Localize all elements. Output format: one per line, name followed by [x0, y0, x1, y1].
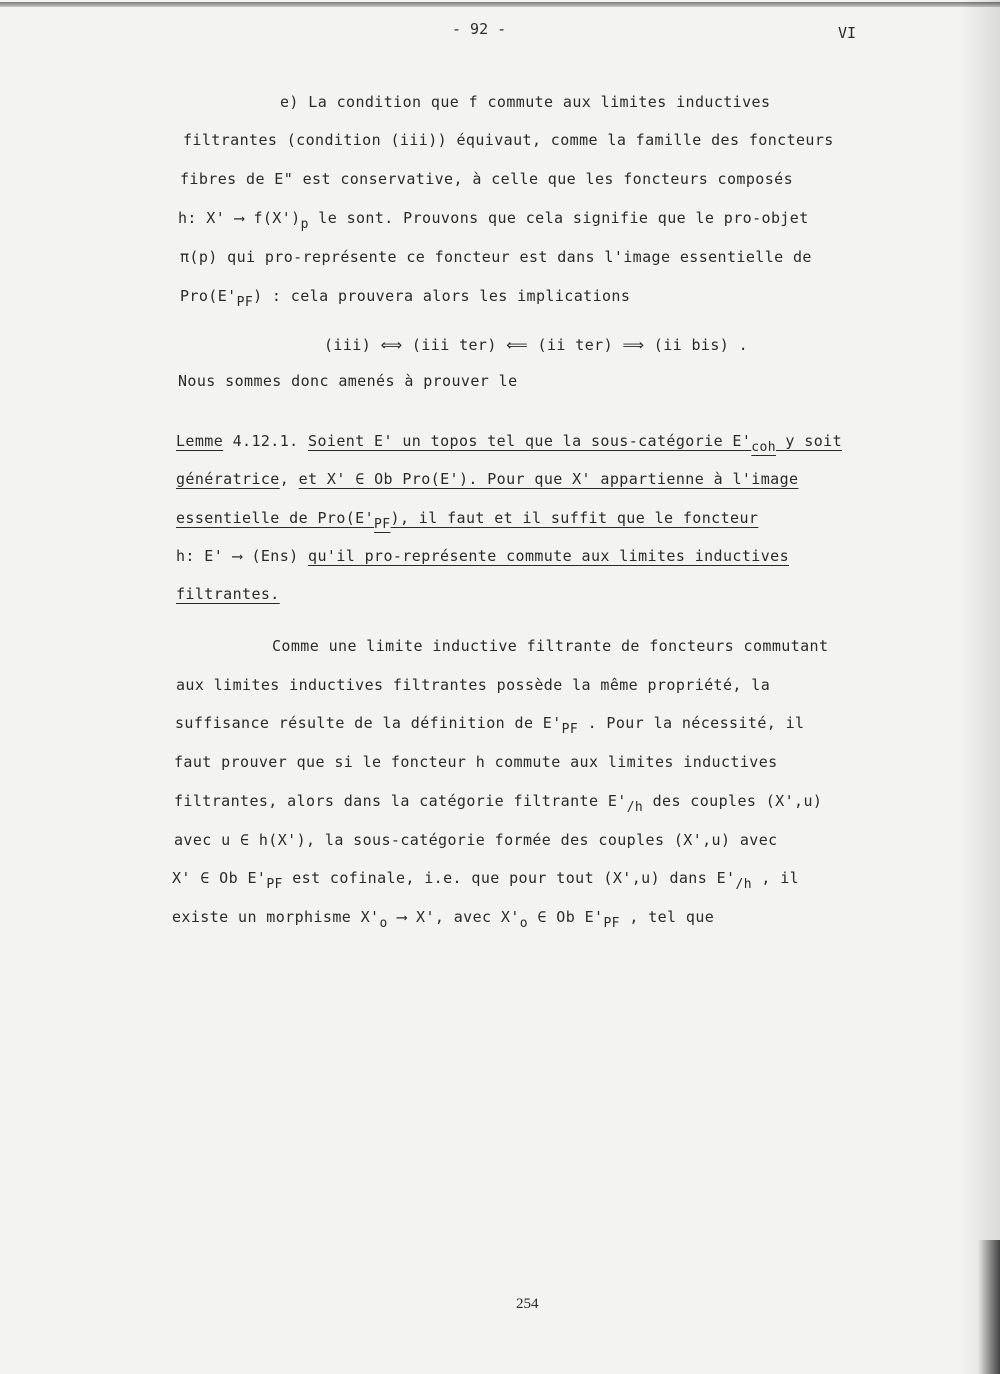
- lemma-line-1: Lemme 4.12.1. Soient E' un topos tel que la sous-catégorie E'coh y soit: [176, 432, 842, 455]
- lemma-line-4: h: E' ⟶ (Ens) qu'il pro-représente commute aux limites inductives: [176, 547, 789, 565]
- para-e-line-5: π(p) qui pro-représente ce foncteur est dans l'image essentielle de: [180, 248, 812, 266]
- proof-line-8: existe un morphisme X'o ⟶ X', avec X'o ∈ Ob E'PF , tel que: [172, 908, 715, 931]
- para-e-line-4: h: X' ⟶ f(X')p le sont. Prouvons que cela signifie que le pro-objet: [178, 209, 809, 232]
- para-e-line-3: fibres de E" est conservative, à celle que les foncteurs composés: [180, 170, 793, 188]
- top-scan-edge: [0, 2, 1000, 7]
- proof-line-6: avec u ∈ h(X'), la sous-catégorie formée des couples (X',u) avec: [174, 831, 778, 849]
- lemma-line-3: essentielle de Pro(E'PF), il faut et il suffit que le foncteur: [176, 509, 759, 532]
- proof-line-1: Comme une limite inductive filtrante de foncteurs commutant: [272, 637, 829, 655]
- proof-line-4: faut prouver que si le foncteur h commute aux limites inductives: [174, 753, 778, 771]
- para-e-line-1: e) La condition que f commute aux limites inductives: [280, 93, 771, 111]
- lemma-line-2: génératrice, et X' ∈ Ob Pro(E'). Pour que X' appartienne à l'image: [176, 470, 799, 488]
- proof-line-3: suffisance résulte de la définition de E'PF . Pour la nécessité, il: [175, 714, 805, 737]
- para-e-line-2: filtrantes (condition (iii)) équivaut, comme la famille des foncteurs: [183, 131, 834, 149]
- lemma-line-5: filtrantes.: [176, 585, 280, 603]
- chapter-label: VI: [838, 24, 857, 42]
- right-scan-shadow: [960, 0, 1000, 1374]
- implications-line: (iii) ⟺ (iii ter) ⟸ (ii ter) ⟹ (ii bis) .: [324, 336, 749, 354]
- proof-line-7: X' ∈ Ob E'PF est cofinale, i.e. que pour tout (X',u) dans E'/h , il: [172, 869, 800, 892]
- page-number-header: - 92 -: [452, 20, 507, 38]
- folio-number: 254: [516, 1296, 539, 1312]
- binding-shadow: [978, 1240, 1000, 1374]
- proof-line-5: filtrantes, alors dans la catégorie filtrante E'/h des couples (X',u): [174, 792, 823, 815]
- para-e-line-8: Nous sommes donc amenés à prouver le: [178, 372, 518, 390]
- para-e-line-6: Pro(E'PF) : cela prouvera alors les implications: [180, 287, 631, 310]
- proof-line-2: aux limites inductives filtrantes possède la même propriété, la: [176, 676, 771, 694]
